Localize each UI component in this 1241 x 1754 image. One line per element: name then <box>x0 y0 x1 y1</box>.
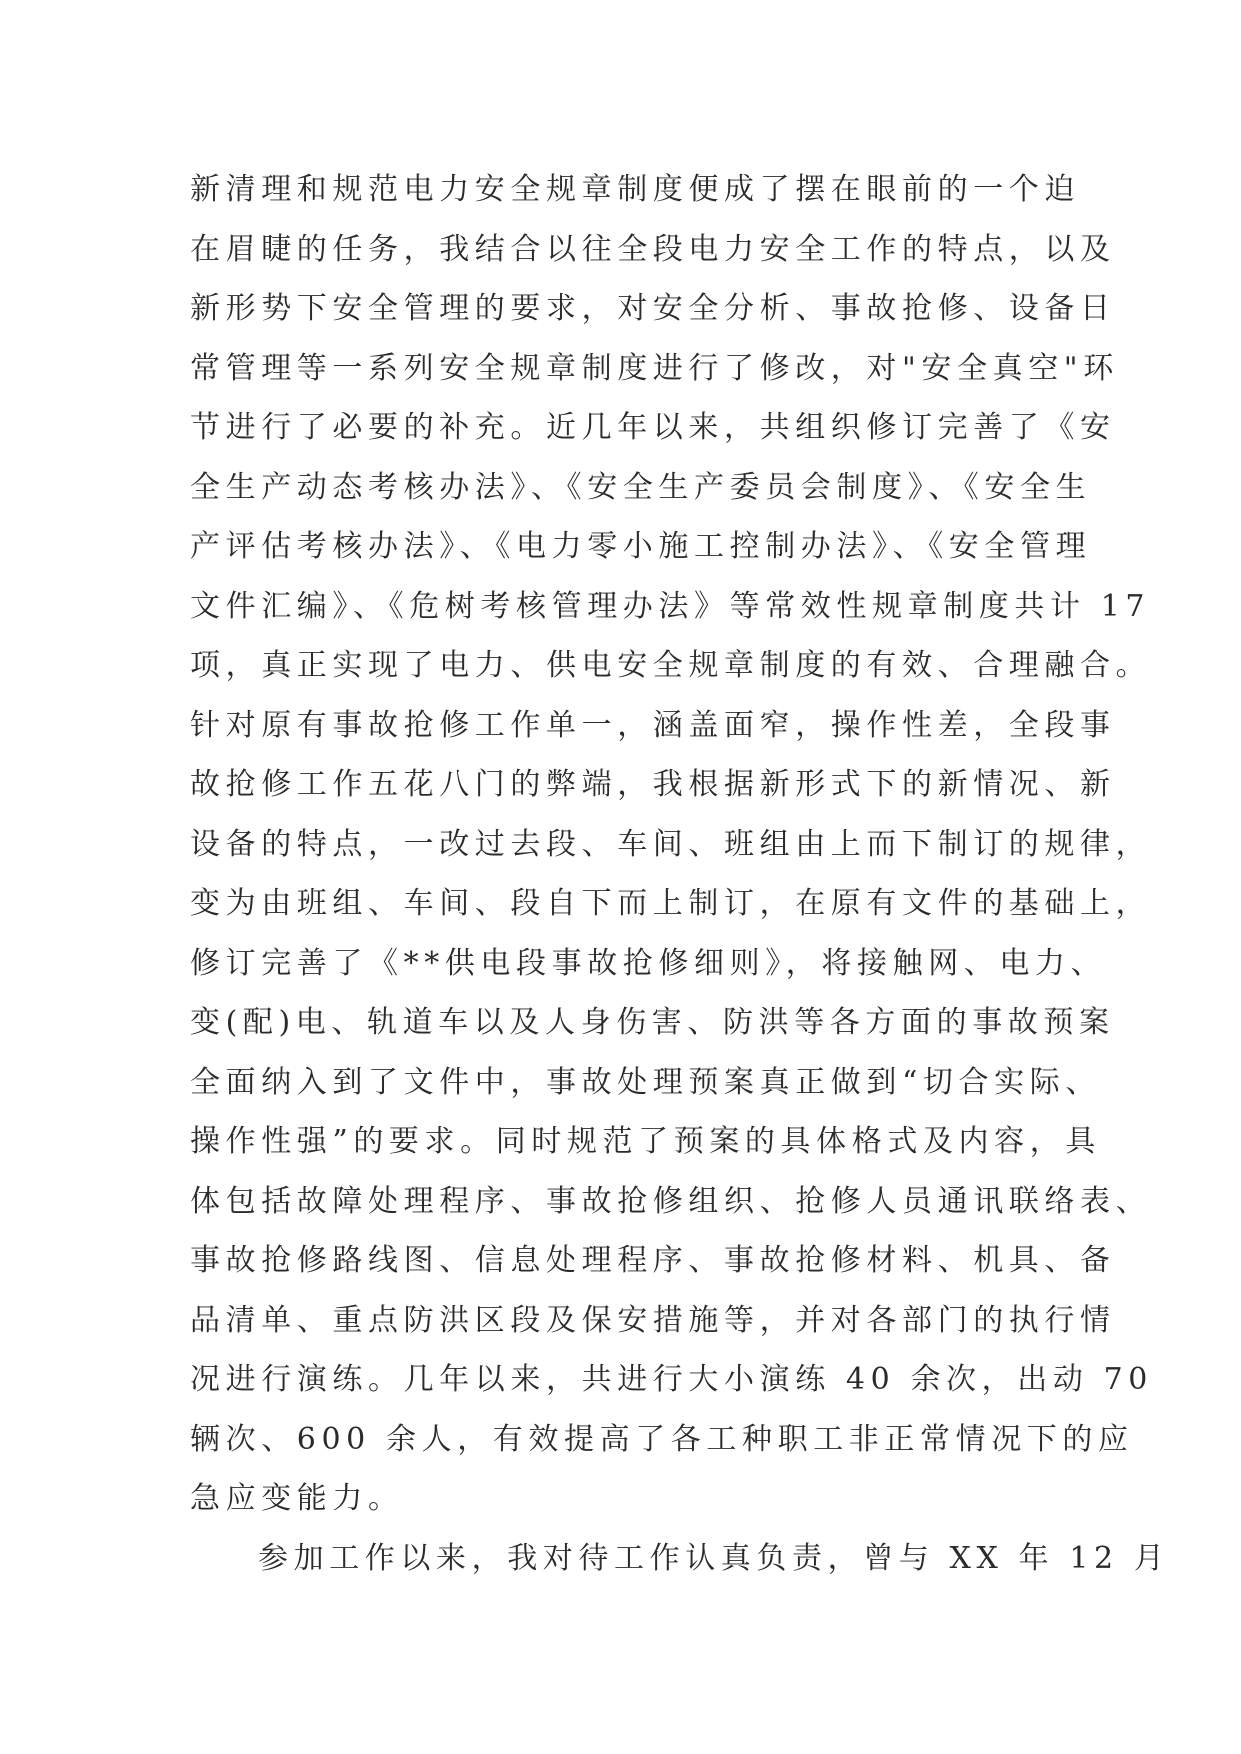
text-line: 设备的特点，一改过去段、车间、班组由上而下制订的规律， <box>190 826 1152 862</box>
text-line: 体包括故障处理程序、事故抢修组织、抢修人员通讯联络表、 <box>190 1183 1152 1219</box>
text-line: 产评估考核办法》、《电力零小施工控制办法》、《安全管理 <box>190 529 1092 564</box>
text-line: 故抢修工作五花八门的弊端，我根据新形式下的新情况、新 <box>190 767 1116 802</box>
text-line: 全生产动态考核办法》、《安全生产委员会制度》、《安全生 <box>190 469 1092 505</box>
text-line: 在眉睫的任务，我结合以往全段电力安全工作的特点，以及 <box>190 231 1116 267</box>
text-line: 变为由班组、车间、段自下而上制订，在原有文件的基础上， <box>190 886 1152 921</box>
text-line: 况进行演练。几年以来，共进行大小演练 40 余次，出动 70 <box>190 1362 1153 1397</box>
text-line: 新形势下安全管理的要求，对安全分析、事故抢修、设备日 <box>190 291 1116 326</box>
text-line: 操作性强”的要求。同时规范了预案的具体格式及内容，具 <box>190 1124 1101 1159</box>
text-line: 品清单、重点防洪区段及保安措施等，并对各部门的执行情 <box>190 1302 1116 1338</box>
text-line: 常管理等一系列安全规章制度进行了修改，对"安全真空"环 <box>190 350 1119 386</box>
text-line: 全面纳入到了文件中，事故处理预案真正做到“切合实际、 <box>190 1064 1101 1100</box>
text-line: 文件汇编》、《危树考核管理办法》等常效性规章制度共计 17 <box>190 588 1151 624</box>
text-line: 变(配)电、轨道车以及人身伤害、防洪等各方面的事故预案 <box>190 1005 1115 1040</box>
text-line: 项，真正实现了电力、供电安全规章制度的有效、合理融合。 <box>190 648 1152 683</box>
text-line: 事故抢修路线图、信息处理程序、事故抢修材料、机具、备 <box>190 1243 1116 1278</box>
text-line: 辆次、600 余人，有效提高了各工种职工非正常情况下的应 <box>190 1421 1134 1457</box>
text-line: 修订完善了《**供电段事故抢修细则》，将接触网、电力、 <box>190 945 1107 981</box>
body-text <box>190 160 1170 1588</box>
text-line: 急应变能力。 <box>190 1481 404 1516</box>
text-line: 节进行了必要的补充。近几年以来，共组织修订完善了《安 <box>190 410 1116 445</box>
text-line: 新清理和规范电力安全规章制度便成了摆在眼前的一个迫 <box>190 172 1080 207</box>
text-line: 针对原有事故抢修工作单一，涵盖面窄，操作性差，全段事 <box>190 707 1116 743</box>
paragraph-first-line: 参加工作以来，我对待工作认真负责，曾与 XX 年 12 月 <box>258 1540 1170 1576</box>
